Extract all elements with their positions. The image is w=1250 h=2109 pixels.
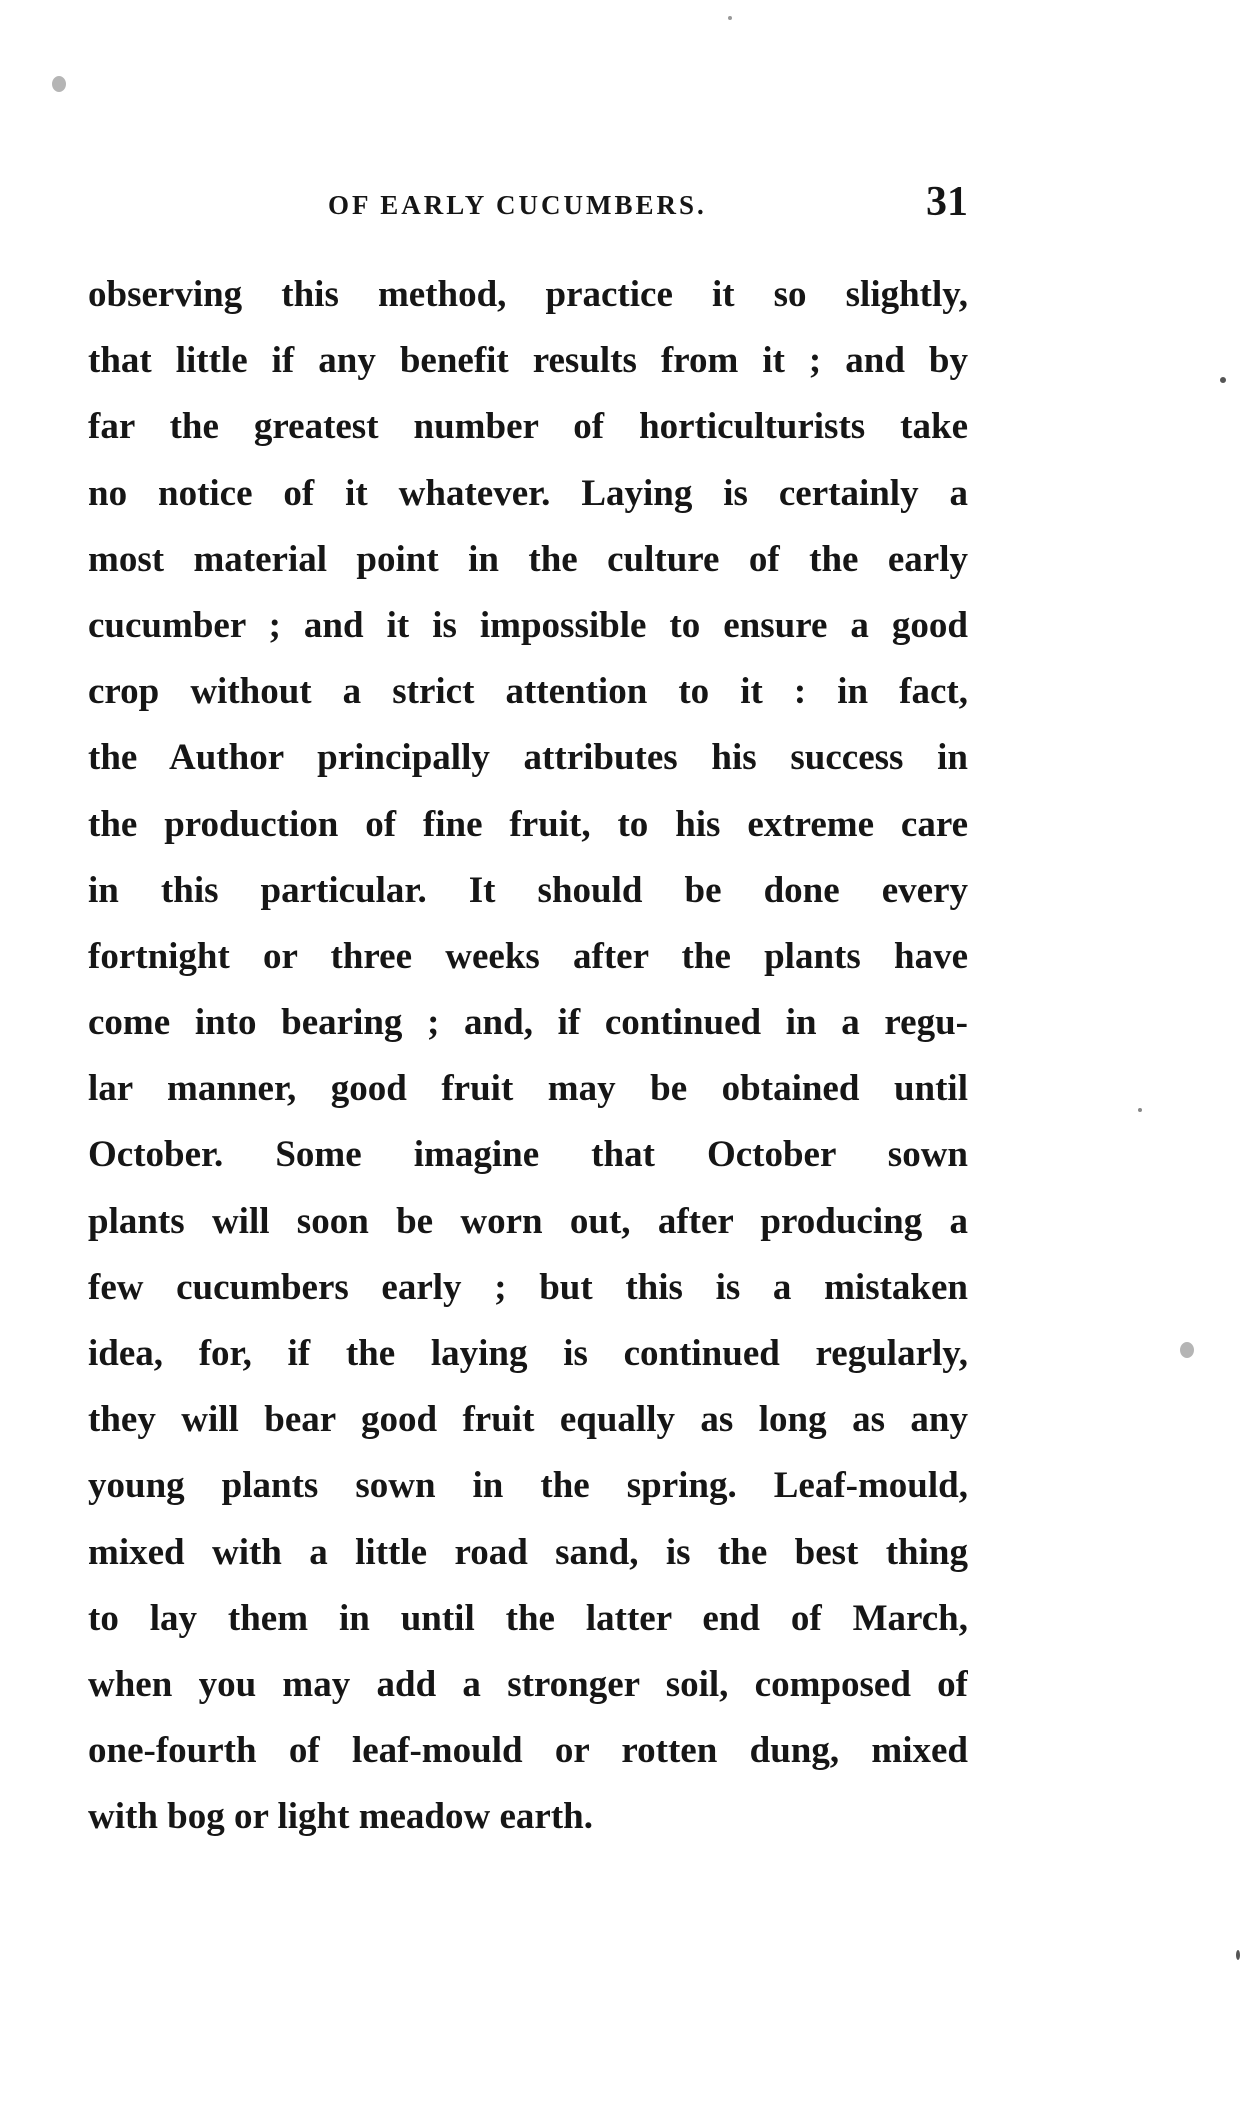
text-line: plants will soon be worn out, after producing a bbox=[88, 1200, 968, 1242]
text-line: far the greatest number of horticulturists take bbox=[88, 406, 968, 448]
page-number: 31 bbox=[926, 179, 968, 225]
text-line: crop without a strict attention to it : in fact, bbox=[88, 671, 968, 713]
text-line: they will bear good fruit equally as long as any bbox=[88, 1399, 968, 1441]
text-line: come into bearing ; and, if continued in a regu- bbox=[88, 1002, 968, 1044]
body-text bbox=[88, 262, 968, 1851]
text-line: most material point in the culture of the early bbox=[88, 538, 968, 580]
running-title: OF EARLY CUCUMBERS. bbox=[328, 190, 707, 220]
text-line: mixed with a little road sand, is the best thing bbox=[88, 1531, 968, 1573]
text-line: cucumber ; and it is impossible to ensure a good bbox=[88, 604, 968, 646]
text-line: when you may add a stronger soil, composed of bbox=[88, 1663, 968, 1705]
text-line: October. Some imagine that October sown bbox=[88, 1134, 968, 1176]
text-line: young plants sown in the spring. Leaf-mould, bbox=[88, 1465, 968, 1507]
scan-speck bbox=[1236, 1950, 1240, 1960]
text-line: few cucumbers early ; but this is a mistaken bbox=[88, 1266, 968, 1308]
text-line: the Author principally attributes his success in bbox=[88, 737, 968, 779]
text-line: lar manner, good fruit may be obtained until bbox=[88, 1068, 968, 1110]
scan-speck bbox=[52, 76, 66, 92]
text-line: idea, for, if the laying is continued regularly, bbox=[88, 1333, 968, 1374]
scan-speck bbox=[1180, 1342, 1194, 1358]
text-line: no notice of it whatever. Laying is certainly a bbox=[88, 472, 968, 514]
text-line: the production of fine fruit, to his extreme care bbox=[88, 803, 968, 845]
text-line: in this particular. It should be done every bbox=[88, 869, 968, 911]
scan-speck bbox=[728, 16, 732, 20]
text-line: that little if any benefit results from it ; and by bbox=[88, 340, 968, 382]
text-line: fortnight or three weeks after the plants have bbox=[88, 935, 968, 977]
text-line: with bog or light meadow earth. bbox=[88, 1796, 593, 1838]
running-head bbox=[88, 178, 968, 228]
scan-speck bbox=[1138, 1108, 1142, 1112]
text-line: one-fourth of leaf-mould or rotten dung, mixed bbox=[88, 1730, 968, 1772]
text-line: to lay them in until the latter end of March, bbox=[88, 1597, 968, 1639]
text-line: observing this method, practice it so slightly, bbox=[88, 274, 968, 315]
scan-speck bbox=[1220, 377, 1226, 383]
